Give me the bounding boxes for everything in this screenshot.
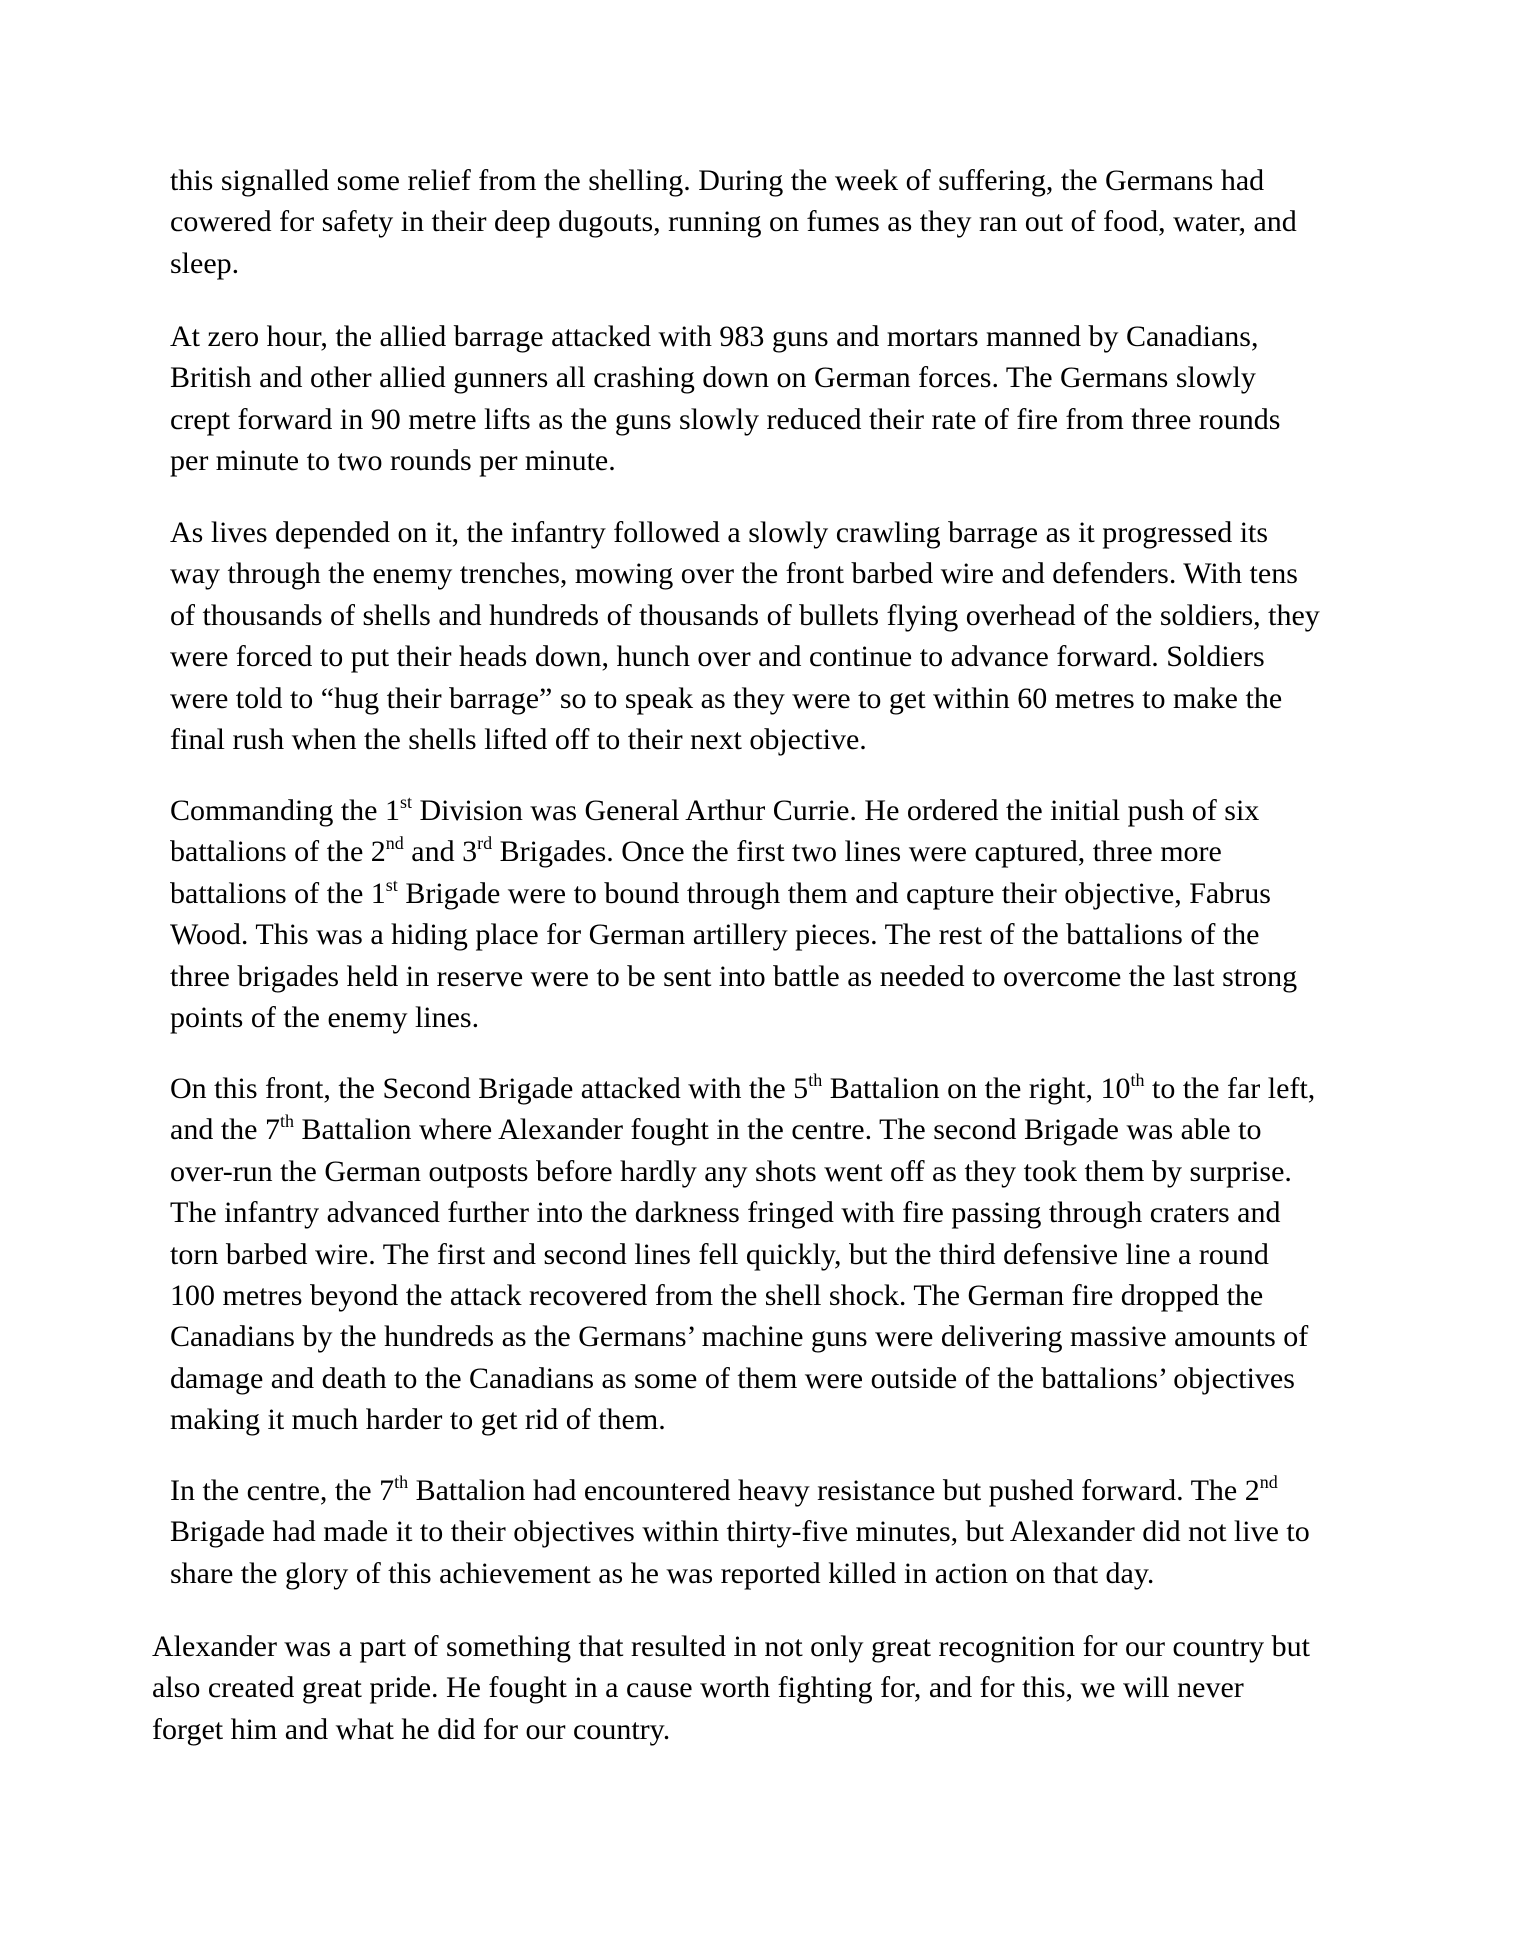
text-line: [170, 399, 1410, 440]
text-line: [170, 243, 1410, 284]
text-line: [170, 956, 1410, 997]
text-segment: crept forward in 90 metre lifts as the guns slowly reduced their rate of fire from three rounds: [170, 402, 1281, 436]
text-line: [170, 357, 1410, 398]
text-segment: points of the enemy lines.: [170, 1001, 480, 1035]
text-line: [170, 160, 1410, 201]
text-segment: battalions of the 2: [170, 835, 386, 869]
text-segment: On this front, the Second Brigade attacked with the 5: [170, 1072, 809, 1105]
text-segment: Brigade were to bound through them and capture their objective, Fabrus: [397, 876, 1271, 910]
text-segment: were told to “hug their barrage” so to speak as they were to get within 60 metres to make the: [170, 681, 1283, 715]
text-line: [170, 831, 1410, 872]
text-segment: damage and death to the Canadians as some of them were outside of the battalions’ objectives: [170, 1361, 1295, 1395]
text-line: [170, 1192, 1410, 1233]
text-segment: Battalion where Alexander fought in the centre. The second Brigade was able to: [293, 1113, 1262, 1147]
text-segment: way through the enemy trenches, mowing over the front barbed wire and defenders. With tens: [170, 557, 1298, 591]
text-line: [170, 512, 1410, 553]
text-segment: Battalion on the right, 10: [822, 1072, 1131, 1105]
text-segment: At zero hour, the allied barrage attacked with 983 guns and mortars manned by Canadians,: [170, 320, 1259, 353]
ordinal-superscript: th: [394, 1472, 409, 1492]
text-line: [170, 1470, 1410, 1511]
text-segment: As lives depended on it, the infantry followed a slowly crawling barrage as it progressed its: [170, 516, 1269, 549]
text-segment: final rush when the shells lifted off to their next objective.: [170, 723, 867, 757]
text-segment: British and other allied gunners all crashing down on German forces. The Germans slowly: [170, 361, 1256, 395]
text-segment: forget him and what he did for our country.: [152, 1712, 671, 1746]
text-line: [152, 1709, 1392, 1750]
text-line: [170, 1511, 1410, 1552]
text-segment: sleep.: [170, 246, 240, 280]
text-segment: and 3: [403, 835, 478, 869]
text-segment: In the centre, the 7: [170, 1474, 395, 1507]
text-segment: of thousands of shells and hundreds of thousands of bullets flying overhead of the soldiers, they: [170, 598, 1320, 632]
text-segment: Battalion had encountered heavy resistance but pushed forward. The 2: [408, 1474, 1260, 1507]
paragraph-seventh-battalion: [170, 1470, 1410, 1594]
paragraph-shelling-relief: [170, 160, 1410, 284]
text-segment: torn barbed wire. The first and second lines fell quickly, but the third defensive line a round: [170, 1237, 1269, 1271]
text-line: [170, 1234, 1410, 1275]
text-segment: Alexander was a part of something that resulted in not only great recognition for our country but: [152, 1630, 1311, 1663]
text-segment: battalions of the 1: [170, 876, 386, 910]
ordinal-superscript: nd: [1259, 1472, 1278, 1492]
text-line: [170, 1316, 1410, 1357]
text-segment: Wood. This was a hiding place for German artillery pieces. The rest of the battalions of the: [170, 918, 1260, 952]
text-segment: making it much harder to get rid of them.: [170, 1403, 666, 1437]
text-line: [170, 1109, 1410, 1150]
text-line: [170, 1068, 1410, 1109]
text-segment: were forced to put their heads down, hunch over and continue to advance forward. Soldiers: [170, 640, 1265, 674]
text-line: [170, 201, 1410, 242]
text-line: [170, 553, 1410, 594]
text-line: [170, 678, 1410, 719]
ordinal-superscript: th: [1130, 1070, 1145, 1090]
text-line: [170, 873, 1410, 914]
paragraph-second-brigade: [170, 1068, 1410, 1441]
text-line: [170, 636, 1410, 677]
text-line: [170, 1553, 1410, 1594]
text-segment: 100 metres beyond the attack recovered from the shell shock. The German fire dropped the: [170, 1279, 1264, 1313]
text-line: [170, 719, 1410, 760]
text-segment: cowered for safety in their deep dugouts, running on fumes as they ran out of food, water, and: [170, 205, 1297, 239]
text-line: [170, 1399, 1410, 1440]
text-line: [170, 1275, 1410, 1316]
text-line: [170, 790, 1410, 831]
text-segment: and the 7: [170, 1113, 280, 1147]
text-segment: over-run the German outposts before hardly any shots went off as they took them by surprise.: [170, 1154, 1292, 1188]
text-line: [170, 440, 1410, 481]
ordinal-superscript: th: [279, 1111, 294, 1132]
paragraph-first-division: [170, 790, 1410, 1038]
text-line: [152, 1667, 1392, 1708]
ordinal-superscript: st: [385, 874, 398, 895]
text-segment: also created great pride. He fought in a cause worth fighting for, and for this, we will never: [152, 1671, 1244, 1705]
text-segment: The infantry advanced further into the darkness fringed with fire passing through craters and: [170, 1196, 1281, 1230]
ordinal-superscript: rd: [477, 833, 493, 854]
text-segment: to the far left,: [1144, 1072, 1316, 1105]
text-segment: Division was General Arthur Currie. He ordered the initial push of six: [412, 794, 1260, 827]
text-segment: Commanding the 1: [170, 794, 400, 827]
text-line: [170, 997, 1410, 1038]
ordinal-superscript: th: [808, 1070, 823, 1090]
text-line: [170, 316, 1410, 357]
text-line: [152, 1626, 1392, 1667]
text-line: [170, 1358, 1410, 1399]
text-line: [170, 914, 1410, 955]
text-segment: share the glory of this achievement as he was reported killed in action on that day.: [170, 1556, 1155, 1590]
text-segment: this signalled some relief from the shelling. During the week of suffering, the Germans had: [170, 164, 1265, 197]
text-segment: per minute to two rounds per minute.: [170, 444, 616, 478]
ordinal-superscript: nd: [385, 833, 404, 854]
text-line: [170, 595, 1410, 636]
text-line: [170, 1151, 1410, 1192]
text-segment: three brigades held in reserve were to be sent into battle as needed to overcome the last strong: [170, 959, 1298, 993]
paragraph-zero-hour: [170, 316, 1410, 482]
paragraph-conclusion: [152, 1626, 1392, 1750]
text-segment: Brigade had made it to their objectives within thirty-five minutes, but Alexander did not live to: [170, 1515, 1310, 1549]
paragraph-crawling-barrage: [170, 512, 1410, 760]
text-segment: Canadians by the hundreds as the Germans’ machine guns were delivering massive amounts of: [170, 1320, 1309, 1354]
text-segment: Brigades. Once the first two lines were captured, three more: [492, 835, 1222, 869]
ordinal-superscript: st: [399, 792, 412, 812]
